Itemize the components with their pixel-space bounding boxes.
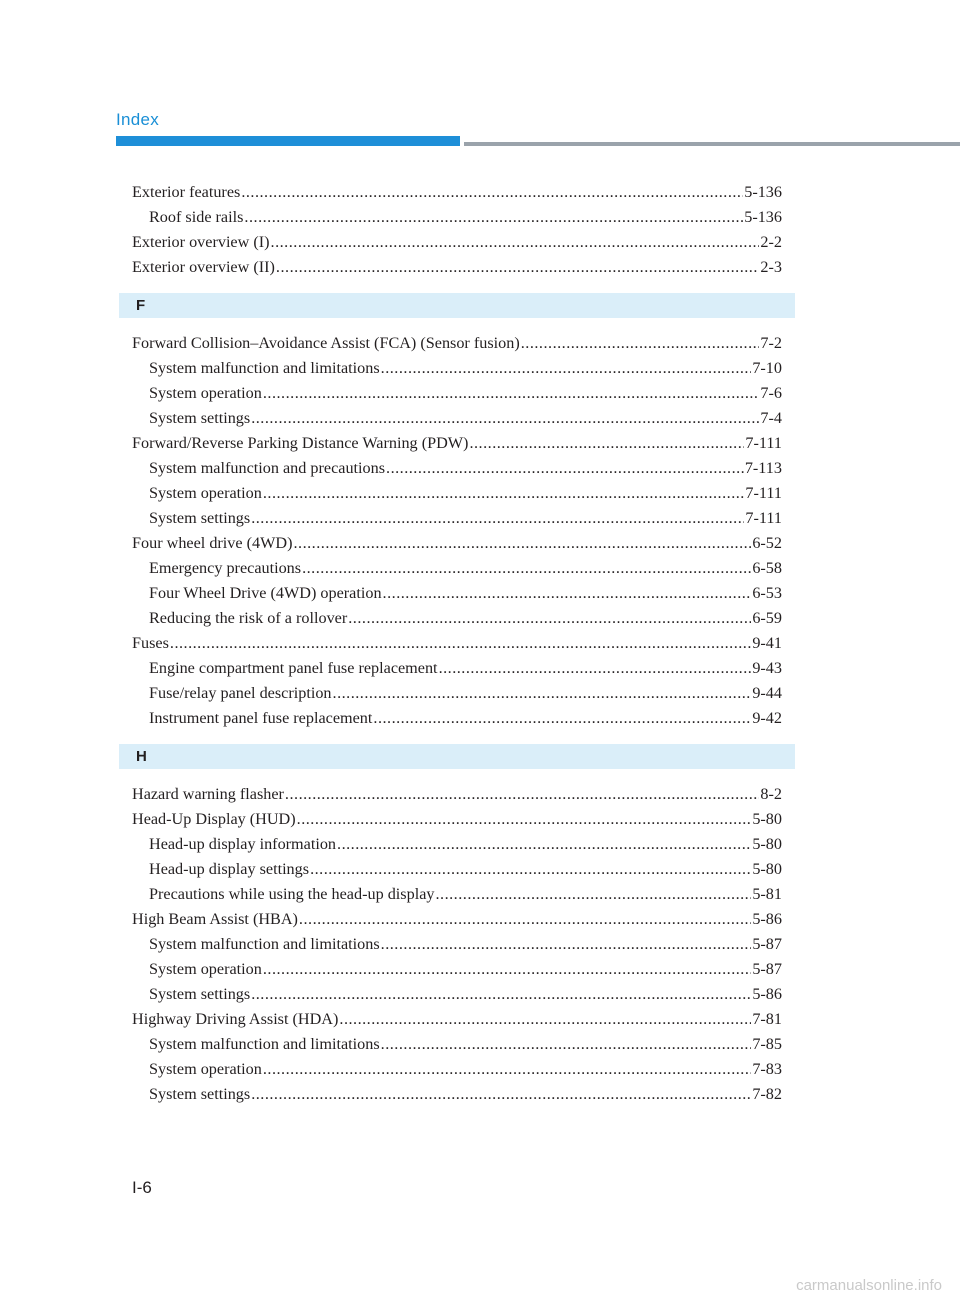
- entry-label: Engine compartment panel fuse replacement: [149, 659, 438, 677]
- index-entry: [132, 230, 782, 255]
- index-subentry: [132, 581, 782, 606]
- entry-page-ref: 5-86: [752, 985, 782, 1003]
- entry-label: High Beam Assist (HBA): [132, 910, 298, 928]
- entry-label: System operation: [149, 960, 262, 978]
- entry-page-ref: 7-4: [760, 409, 782, 427]
- dot-leader: [251, 1082, 751, 1107]
- index-subentry: [132, 205, 782, 230]
- dot-leader: [339, 1007, 751, 1032]
- entry-label: Head-up display information: [149, 835, 337, 853]
- dot-leader: [381, 932, 752, 957]
- entry-page-ref: 6-53: [752, 584, 782, 602]
- entry-label: System settings: [149, 409, 251, 427]
- entry-label: Exterior features: [132, 183, 241, 201]
- dot-leader: [383, 581, 752, 606]
- section-letter-header: H: [119, 744, 795, 769]
- dot-leader: [373, 706, 751, 731]
- index-entry: [132, 431, 782, 456]
- entry-label: Fuses: [132, 634, 169, 652]
- dot-leader: [299, 907, 751, 932]
- entry-label: Fuse/relay panel description: [149, 684, 332, 702]
- header-divider-rule: [464, 142, 960, 146]
- entry-page-ref: 9-44: [752, 684, 782, 702]
- entry-label: System settings: [149, 509, 251, 527]
- entry-page-ref: 5-136: [744, 183, 782, 201]
- page-number: I-6: [132, 1178, 152, 1197]
- index-subentry: [132, 882, 782, 907]
- index-subentry: [132, 1032, 782, 1057]
- entry-page-ref: 7-113: [744, 459, 782, 477]
- entry-label: Reducing the risk of a rollover: [149, 609, 348, 627]
- dot-leader: [276, 255, 760, 280]
- entry-page-ref: 2-2: [760, 233, 782, 251]
- index-subentry: [132, 681, 782, 706]
- entry-page-ref: 9-43: [752, 659, 782, 677]
- index-subentry: [132, 982, 782, 1007]
- entry-page-ref: 7-111: [745, 509, 782, 527]
- entry-label: System malfunction and precautions: [149, 459, 386, 477]
- index-subentry: [132, 957, 782, 982]
- entry-label: System malfunction and limitations: [149, 1035, 380, 1053]
- index-entry: [132, 255, 782, 280]
- dot-leader: [271, 230, 760, 255]
- entry-page-ref: 5-80: [752, 810, 782, 828]
- index-subentry: [132, 556, 782, 581]
- entry-page-ref: 7-111: [745, 484, 782, 502]
- dot-leader: [302, 556, 751, 581]
- header-accent-rule: [116, 136, 460, 146]
- entry-page-ref: 5-81: [752, 885, 782, 903]
- entry-label: System malfunction and limitations: [149, 935, 380, 953]
- entry-page-ref: 7-6: [760, 384, 782, 402]
- dot-leader: [251, 982, 751, 1007]
- entry-label: Emergency precautions: [149, 559, 302, 577]
- dot-leader: [439, 656, 752, 681]
- entry-label: Exterior overview (I): [132, 233, 270, 251]
- entry-label: System malfunction and limitations: [149, 359, 380, 377]
- index-subentry: [132, 481, 782, 506]
- dot-leader: [333, 681, 752, 706]
- entry-label: Four wheel drive (4WD): [132, 534, 293, 552]
- entry-label: Roof side rails: [149, 208, 244, 226]
- entry-label: Forward Collision–Avoidance Assist (FCA) (Sensor fusion): [132, 334, 520, 352]
- dot-leader: [381, 356, 752, 381]
- index-subentry: [132, 832, 782, 857]
- entry-label: Forward/Reverse Parking Distance Warning (PDW): [132, 434, 469, 452]
- entry-label: System settings: [149, 1085, 251, 1103]
- entry-page-ref: 8-2: [760, 785, 782, 803]
- dot-leader: [251, 506, 744, 531]
- dot-leader: [381, 1032, 752, 1057]
- dot-leader: [263, 381, 760, 406]
- dot-leader: [310, 857, 751, 882]
- entry-page-ref: 2-3: [760, 258, 782, 276]
- dot-leader: [244, 205, 743, 230]
- entry-page-ref: 5-80: [752, 835, 782, 853]
- index-subentry: [132, 506, 782, 531]
- entry-page-ref: 5-136: [744, 208, 782, 226]
- entry-page-ref: 6-58: [752, 559, 782, 577]
- entry-page-ref: 5-80: [752, 860, 782, 878]
- entry-page-ref: 9-42: [752, 709, 782, 727]
- entry-page-ref: 9-41: [752, 634, 782, 652]
- dot-leader: [263, 481, 745, 506]
- index-entry: [132, 907, 782, 932]
- entry-page-ref: 5-87: [752, 935, 782, 953]
- dot-leader: [293, 531, 751, 556]
- index-entry: [132, 782, 782, 807]
- dot-leader: [241, 180, 743, 205]
- entry-label: System operation: [149, 384, 262, 402]
- section-letter-header: F: [119, 293, 795, 318]
- entry-page-ref: 5-86: [752, 910, 782, 928]
- index-subentry: [132, 406, 782, 431]
- index-subentry: [132, 356, 782, 381]
- entry-page-ref: 6-59: [752, 609, 782, 627]
- dot-leader: [285, 782, 760, 807]
- index-entry: [132, 807, 782, 832]
- section-title: Index: [116, 110, 160, 129]
- entry-page-ref: 7-111: [745, 434, 782, 452]
- entry-page-ref: 6-52: [752, 534, 782, 552]
- dot-leader: [251, 406, 759, 431]
- dot-leader: [521, 331, 760, 356]
- dot-leader: [263, 1057, 751, 1082]
- entry-label: Exterior overview (II): [132, 258, 275, 276]
- entry-label: System operation: [149, 1060, 262, 1078]
- index-entry: [132, 180, 782, 205]
- entry-page-ref: 5-87: [752, 960, 782, 978]
- index-subentry: [132, 857, 782, 882]
- entry-label: Highway Driving Assist (HDA): [132, 1010, 339, 1028]
- dot-leader: [263, 957, 751, 982]
- index-entry: [132, 1007, 782, 1032]
- entry-label: Four Wheel Drive (4WD) operation: [149, 584, 382, 602]
- entry-page-ref: 7-85: [752, 1035, 782, 1053]
- index-subentry: [132, 456, 782, 481]
- dot-leader: [297, 807, 752, 832]
- entry-label: Head-up display settings: [149, 860, 310, 878]
- dot-leader: [337, 832, 751, 857]
- entry-label: Instrument panel fuse replacement: [149, 709, 373, 727]
- index-list: [132, 180, 782, 1107]
- index-entry: [132, 631, 782, 656]
- watermark: carmanualsonline.info: [796, 1277, 942, 1294]
- index-entry: [132, 331, 782, 356]
- index-subentry: [132, 706, 782, 731]
- entry-label: System operation: [149, 484, 262, 502]
- index-subentry: [132, 381, 782, 406]
- dot-leader: [348, 606, 751, 631]
- index-subentry: [132, 606, 782, 631]
- index-subentry: [132, 932, 782, 957]
- dot-leader: [469, 431, 744, 456]
- entry-label: Hazard warning flasher: [132, 785, 284, 803]
- index-subentry: [132, 1082, 782, 1107]
- index-entry: [132, 531, 782, 556]
- entry-page-ref: 7-81: [752, 1010, 782, 1028]
- entry-label: Precautions while using the head-up display: [149, 885, 435, 903]
- index-subentry: [132, 656, 782, 681]
- entry-page-ref: 7-2: [760, 334, 782, 352]
- entry-label: Head-Up Display (HUD): [132, 810, 296, 828]
- index-subentry: [132, 1057, 782, 1082]
- dot-leader: [435, 882, 751, 907]
- entry-page-ref: 7-83: [752, 1060, 782, 1078]
- dot-leader: [170, 631, 751, 656]
- entry-page-ref: 7-82: [752, 1085, 782, 1103]
- dot-leader: [386, 456, 744, 481]
- entry-label: System settings: [149, 985, 251, 1003]
- entry-page-ref: 7-10: [752, 359, 782, 377]
